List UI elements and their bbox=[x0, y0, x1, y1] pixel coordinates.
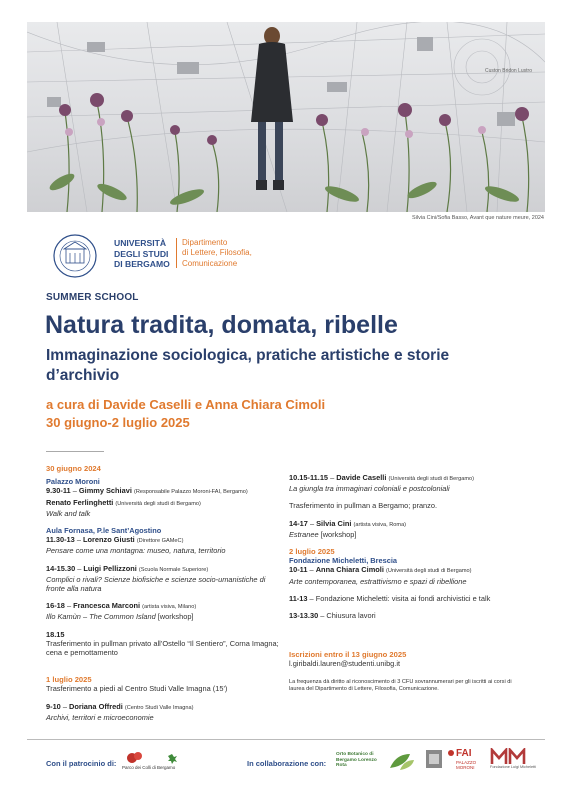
day-heading: 30 giugno 2024 bbox=[46, 464, 101, 473]
registration-deadline: Iscrizioni entro il 13 giugno 2025 bbox=[289, 650, 407, 660]
department-name: Dipartimento di Lettere, Filosofia, Comunicazione bbox=[182, 238, 252, 268]
patronage-label: Con il patrocinio di: bbox=[46, 759, 117, 768]
leaf-logo-icon bbox=[386, 750, 418, 772]
venue: Palazzo Moroni bbox=[46, 477, 100, 487]
micheletti-logo: Fondazione Luigi Micheletti bbox=[490, 748, 530, 774]
day-heading: 2 luglio 2025 bbox=[289, 547, 335, 557]
event-dates: 30 giugno-2 luglio 2025 bbox=[46, 415, 190, 430]
hero-image bbox=[27, 22, 545, 212]
curators: a cura di Davide Caselli e Anna Chiara Cimoli bbox=[46, 397, 326, 412]
parco-colli-logo: Parco dei Colli di Bergamo bbox=[122, 750, 184, 772]
credits-note: La frequenza dà diritto al riconoscimento di 3 CFU sovrannumerari per gli iscritti ai corsi di laurea del Dipartimento di Lettere, Filosofia, Comunicazione. bbox=[289, 678, 512, 692]
fai-dot-icon bbox=[448, 750, 454, 756]
page-subtitle: Immaginazione sociologica, pratiche artistiche e storie d’archivio bbox=[46, 347, 450, 384]
mm-logo-icon bbox=[490, 748, 530, 764]
university-name: UNIVERSITÀ DEGLI STUDI DI BERGAMO bbox=[114, 238, 170, 269]
page-title: Natura tradita, domata, ribelle bbox=[45, 311, 398, 339]
program-right-column: 10.15-11.15 – Davide Caselli (Università degli studi di Bergamo) La giungla tra immaginari coloniali e postcoloniali Trasferimento in pullman a Bergamo; pranzo. 14-17 – Silvia Cini (artista visiva, Roma) Estranee [workshop] 2 luglio 2025 Fondazione Micheletti, Brescia 10-11 – Anna Chiara Cimoli (Università degli studi di Bergamo) Arte contemporanea, estrattivismo e spazi di ribellione 11-13 – Fondazione Micheletti: visita ai fondi archivistici e talk 13-13.30 – Chiusura lavori Iscrizioni entro il 13 giugno 2025 l.giribaldi.lauren@studenti.unibg.it La frequenza dà diritto al riconoscimento di 3 CFU sovrannumerari per gli iscritti ai corsi di laurea del Dipartimento di Lettere, Filosofia, Comunicazione. bbox=[289, 473, 529, 693]
collaboration-label: In collaborazione con: bbox=[247, 759, 327, 768]
eyebrow-label: SUMMER SCHOOL bbox=[46, 292, 139, 303]
map-label: Custon Bridon Lustro bbox=[485, 68, 532, 74]
venue: Fondazione Micheletti, Brescia bbox=[289, 556, 398, 566]
divider bbox=[46, 451, 104, 452]
image-credit: Silvia Cini/Sofia Basso, Avant que nature meure, 2024 bbox=[412, 215, 544, 221]
orto-botanico-logo: Orto Botanico di Bergamo Lorenzo Rota bbox=[336, 752, 377, 768]
registration-email[interactable]: l.giribaldi.lauren@studenti.unibg.it bbox=[289, 659, 401, 669]
institution-logo-icon bbox=[424, 748, 444, 772]
logo-divider bbox=[176, 238, 177, 268]
footer-divider bbox=[27, 739, 545, 740]
walking-person bbox=[251, 27, 293, 190]
fai-logo: FAI PALAZZO MORONI bbox=[448, 748, 484, 772]
map-collage-illustration bbox=[27, 22, 545, 212]
venue: Aula Fornasa, P.le Sant’Agostino bbox=[46, 526, 162, 536]
program-left-column: 30 giugno 2024 Palazzo Moroni 9.30-11 – Gimmy Schiavi (Responsabile Palazzo Moroni-FAI, Bergamo) Renato Ferlinghetti (Università degli studi di Bergamo) Walk and talk Aula Fornasa, P.le Sant’Agostino 11.30-13 – Lorenzo Giusti (Direttore GAMeC) Pensare come una montagna: museo, natura, territorio 14-15.30 – Luigi Pellizzoni (Scuola Normale Superiore) Complici o rivali? Scienze biofisiche e scienze socio-umanistiche di fronte alla natura 16-18 – Francesca Marconi (artista visiva, Milano) Illo Kamùn – The Common Island [workshop] 18.15 Trasferimento in pullman privato all’Ostello “Il Sentiero”, Corna Imagna; cena e pernottamento 1 luglio 2025 Trasferimento a piedi al Centro Studi Valle Imagna (15') 9-10 – Doriana Offredi (Centro Studi Valle Imagna) Archivi, territori e microeconomie bbox=[46, 464, 281, 722]
university-seal-icon bbox=[44, 233, 106, 279]
day-heading: 1 luglio 2025 bbox=[46, 675, 92, 685]
